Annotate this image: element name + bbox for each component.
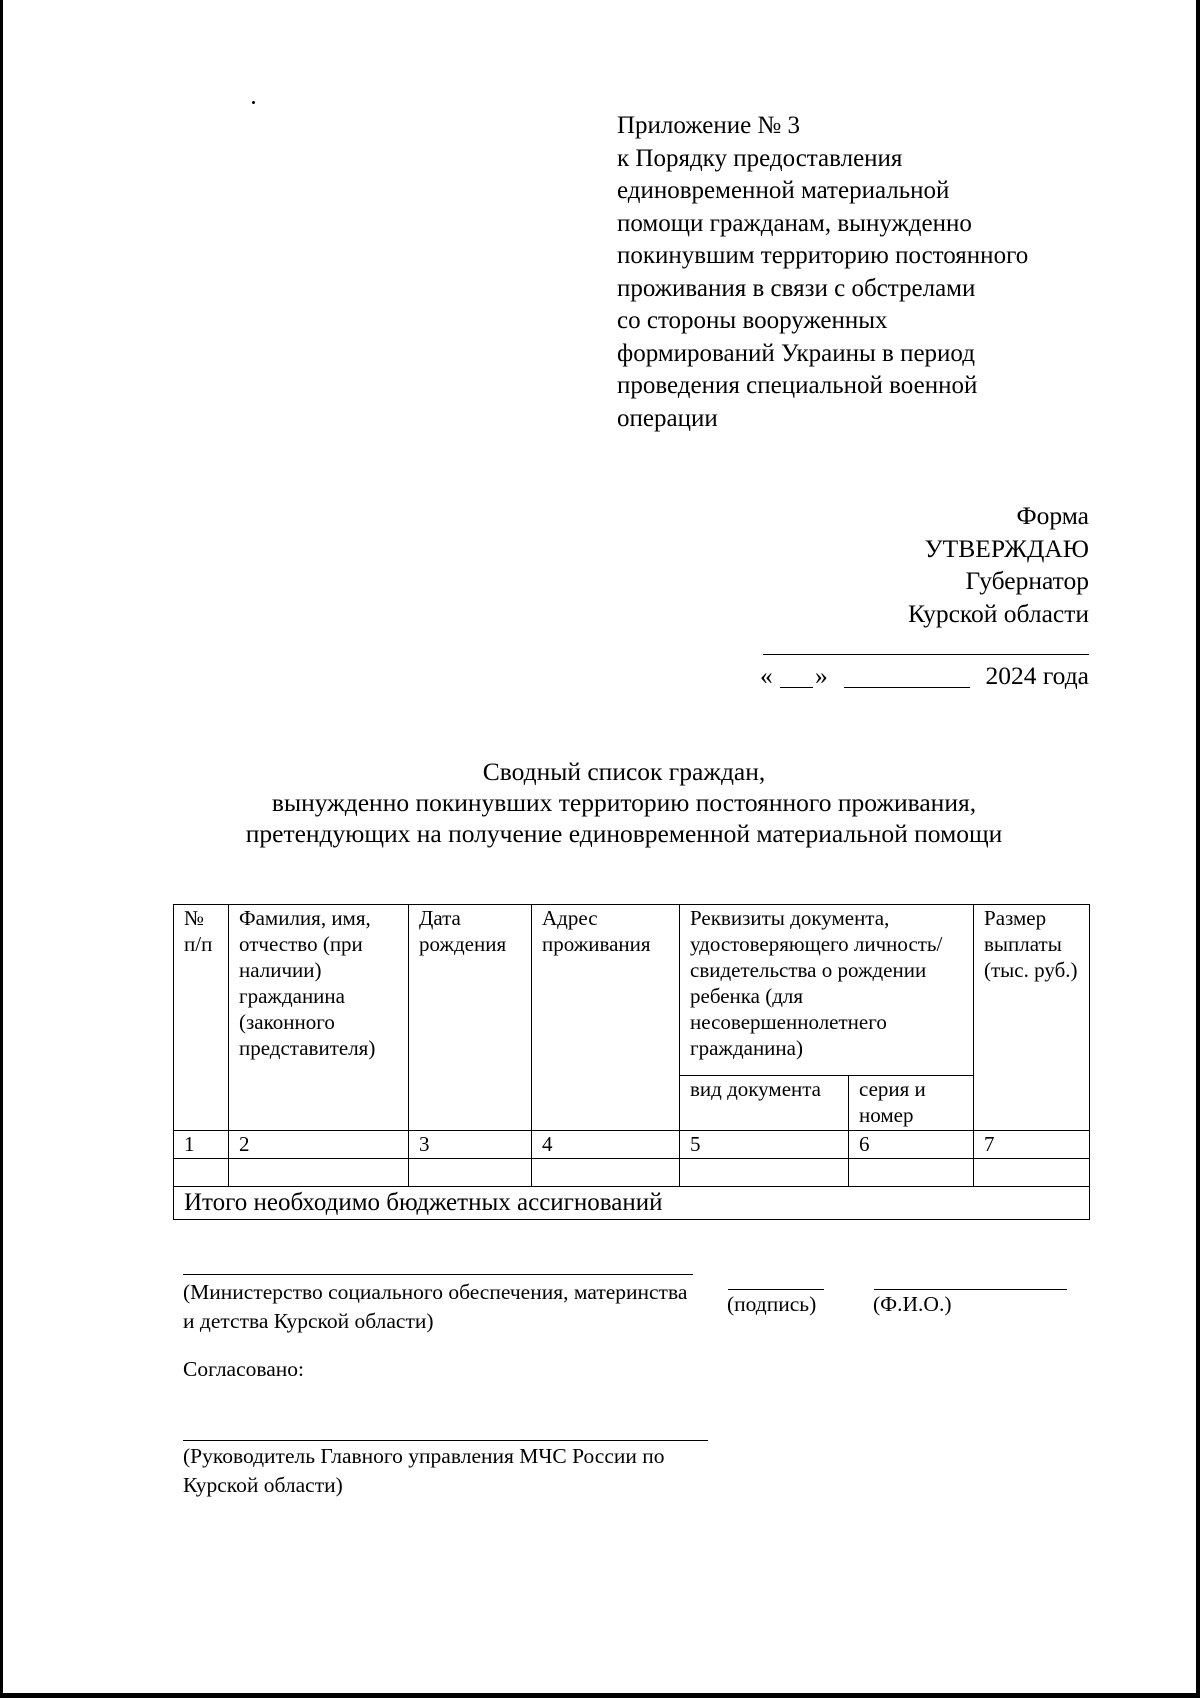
approver-position: Губернатор — [965, 566, 1089, 595]
column-number: 6 — [849, 1131, 974, 1159]
scan-border-right — [1196, 0, 1200, 1698]
column-number: 7 — [974, 1131, 1090, 1159]
total-row — [174, 1187, 1090, 1220]
form-label: Форма — [1016, 501, 1089, 530]
date-close-quote: » — [815, 661, 828, 690]
table-cell — [174, 1159, 229, 1187]
appendix-line: к Порядку предоставления — [617, 144, 903, 172]
mchs-signature-line — [183, 1440, 708, 1441]
mchs-caption: (Руководитель Главного управления МЧС России по Курской области) — [183, 1444, 665, 1497]
header-address: Адрес проживания — [532, 905, 680, 1131]
scan-border-bottom — [0, 1693, 1200, 1698]
day-blank — [780, 687, 813, 688]
ministry-signature-line — [183, 1274, 693, 1275]
appendix-line: Приложение № 3 — [617, 112, 801, 139]
header-num: № п/п — [174, 905, 229, 1131]
date-year: 2024 года — [985, 661, 1089, 690]
header-birth-date: Дата рождения — [409, 905, 532, 1131]
table-cell — [974, 1159, 1090, 1187]
ministry-caption: (Министерство социального обеспечения, материнства и детства Курской области) — [183, 1280, 688, 1333]
appendix-line: проведения специальной военной — [617, 372, 978, 399]
scan-border-left — [0, 0, 3, 1698]
agreed-label: Согласовано: — [183, 1357, 305, 1381]
column-number: 4 — [532, 1131, 680, 1159]
signature-caption: (подпись) — [727, 1292, 817, 1316]
header-doc-type: вид документа — [680, 1076, 849, 1131]
appendix-block — [617, 110, 1097, 435]
table-cell — [849, 1159, 974, 1187]
header-doc-series: серия и номер — [849, 1076, 974, 1131]
header-document: Реквизиты документа, удостоверяющего личность/свидетельства о рождении ребенка (для несовершеннолетнего гражданина) — [680, 905, 974, 1076]
title-line: Сводный список граждан, — [482, 757, 766, 786]
month-blank — [844, 687, 970, 688]
table-cell — [532, 1159, 680, 1187]
table-row — [174, 1159, 1090, 1187]
table-header-row — [174, 905, 1090, 1076]
fio-caption: (Ф.И.О.) — [873, 1292, 952, 1316]
governor-signature-line — [763, 654, 1089, 655]
column-number: 3 — [409, 1131, 532, 1159]
title-line: претендующих на получение единовременной материальной помощи — [245, 819, 1003, 848]
approve-label: УТВЕРЖДАЮ — [924, 533, 1089, 563]
appendix-line: операции — [617, 404, 718, 432]
document-title — [160, 756, 1088, 849]
appendix-line: со стороны вооруженных — [617, 307, 888, 334]
table-cell — [680, 1159, 849, 1187]
appendix-line: проживания в связи с обстрелами — [617, 274, 976, 302]
title-line: вынужденно покинувших территорию постоянного проживания, — [271, 788, 977, 817]
column-numbers-row — [174, 1131, 1090, 1159]
date-open-quote: « — [760, 661, 773, 690]
scan-speck — [252, 101, 255, 104]
header-name: Фамилия, имя, отчество (при наличии) гражданина (законного представителя) — [229, 905, 409, 1131]
column-number: 5 — [680, 1131, 849, 1159]
column-number: 1 — [174, 1131, 229, 1159]
citizens-table — [173, 904, 1090, 1220]
appendix-line: помощи гражданам, вынужденно — [617, 209, 972, 237]
total-label: Итого необходимо бюджетных ассигнований — [174, 1187, 1090, 1220]
table-cell — [409, 1159, 532, 1187]
appendix-line: покинувшим территорию постоянного — [617, 242, 1029, 269]
appendix-line: формирований Украины в период — [617, 339, 975, 367]
approver-region: Курской области — [907, 598, 1089, 628]
approval-block — [760, 500, 1089, 630]
column-number: 2 — [229, 1131, 409, 1159]
header-payment: Размер выплаты (тыс. руб.) — [974, 905, 1090, 1131]
table-cell — [229, 1159, 409, 1187]
appendix-line: единовременной материальной — [617, 177, 950, 204]
